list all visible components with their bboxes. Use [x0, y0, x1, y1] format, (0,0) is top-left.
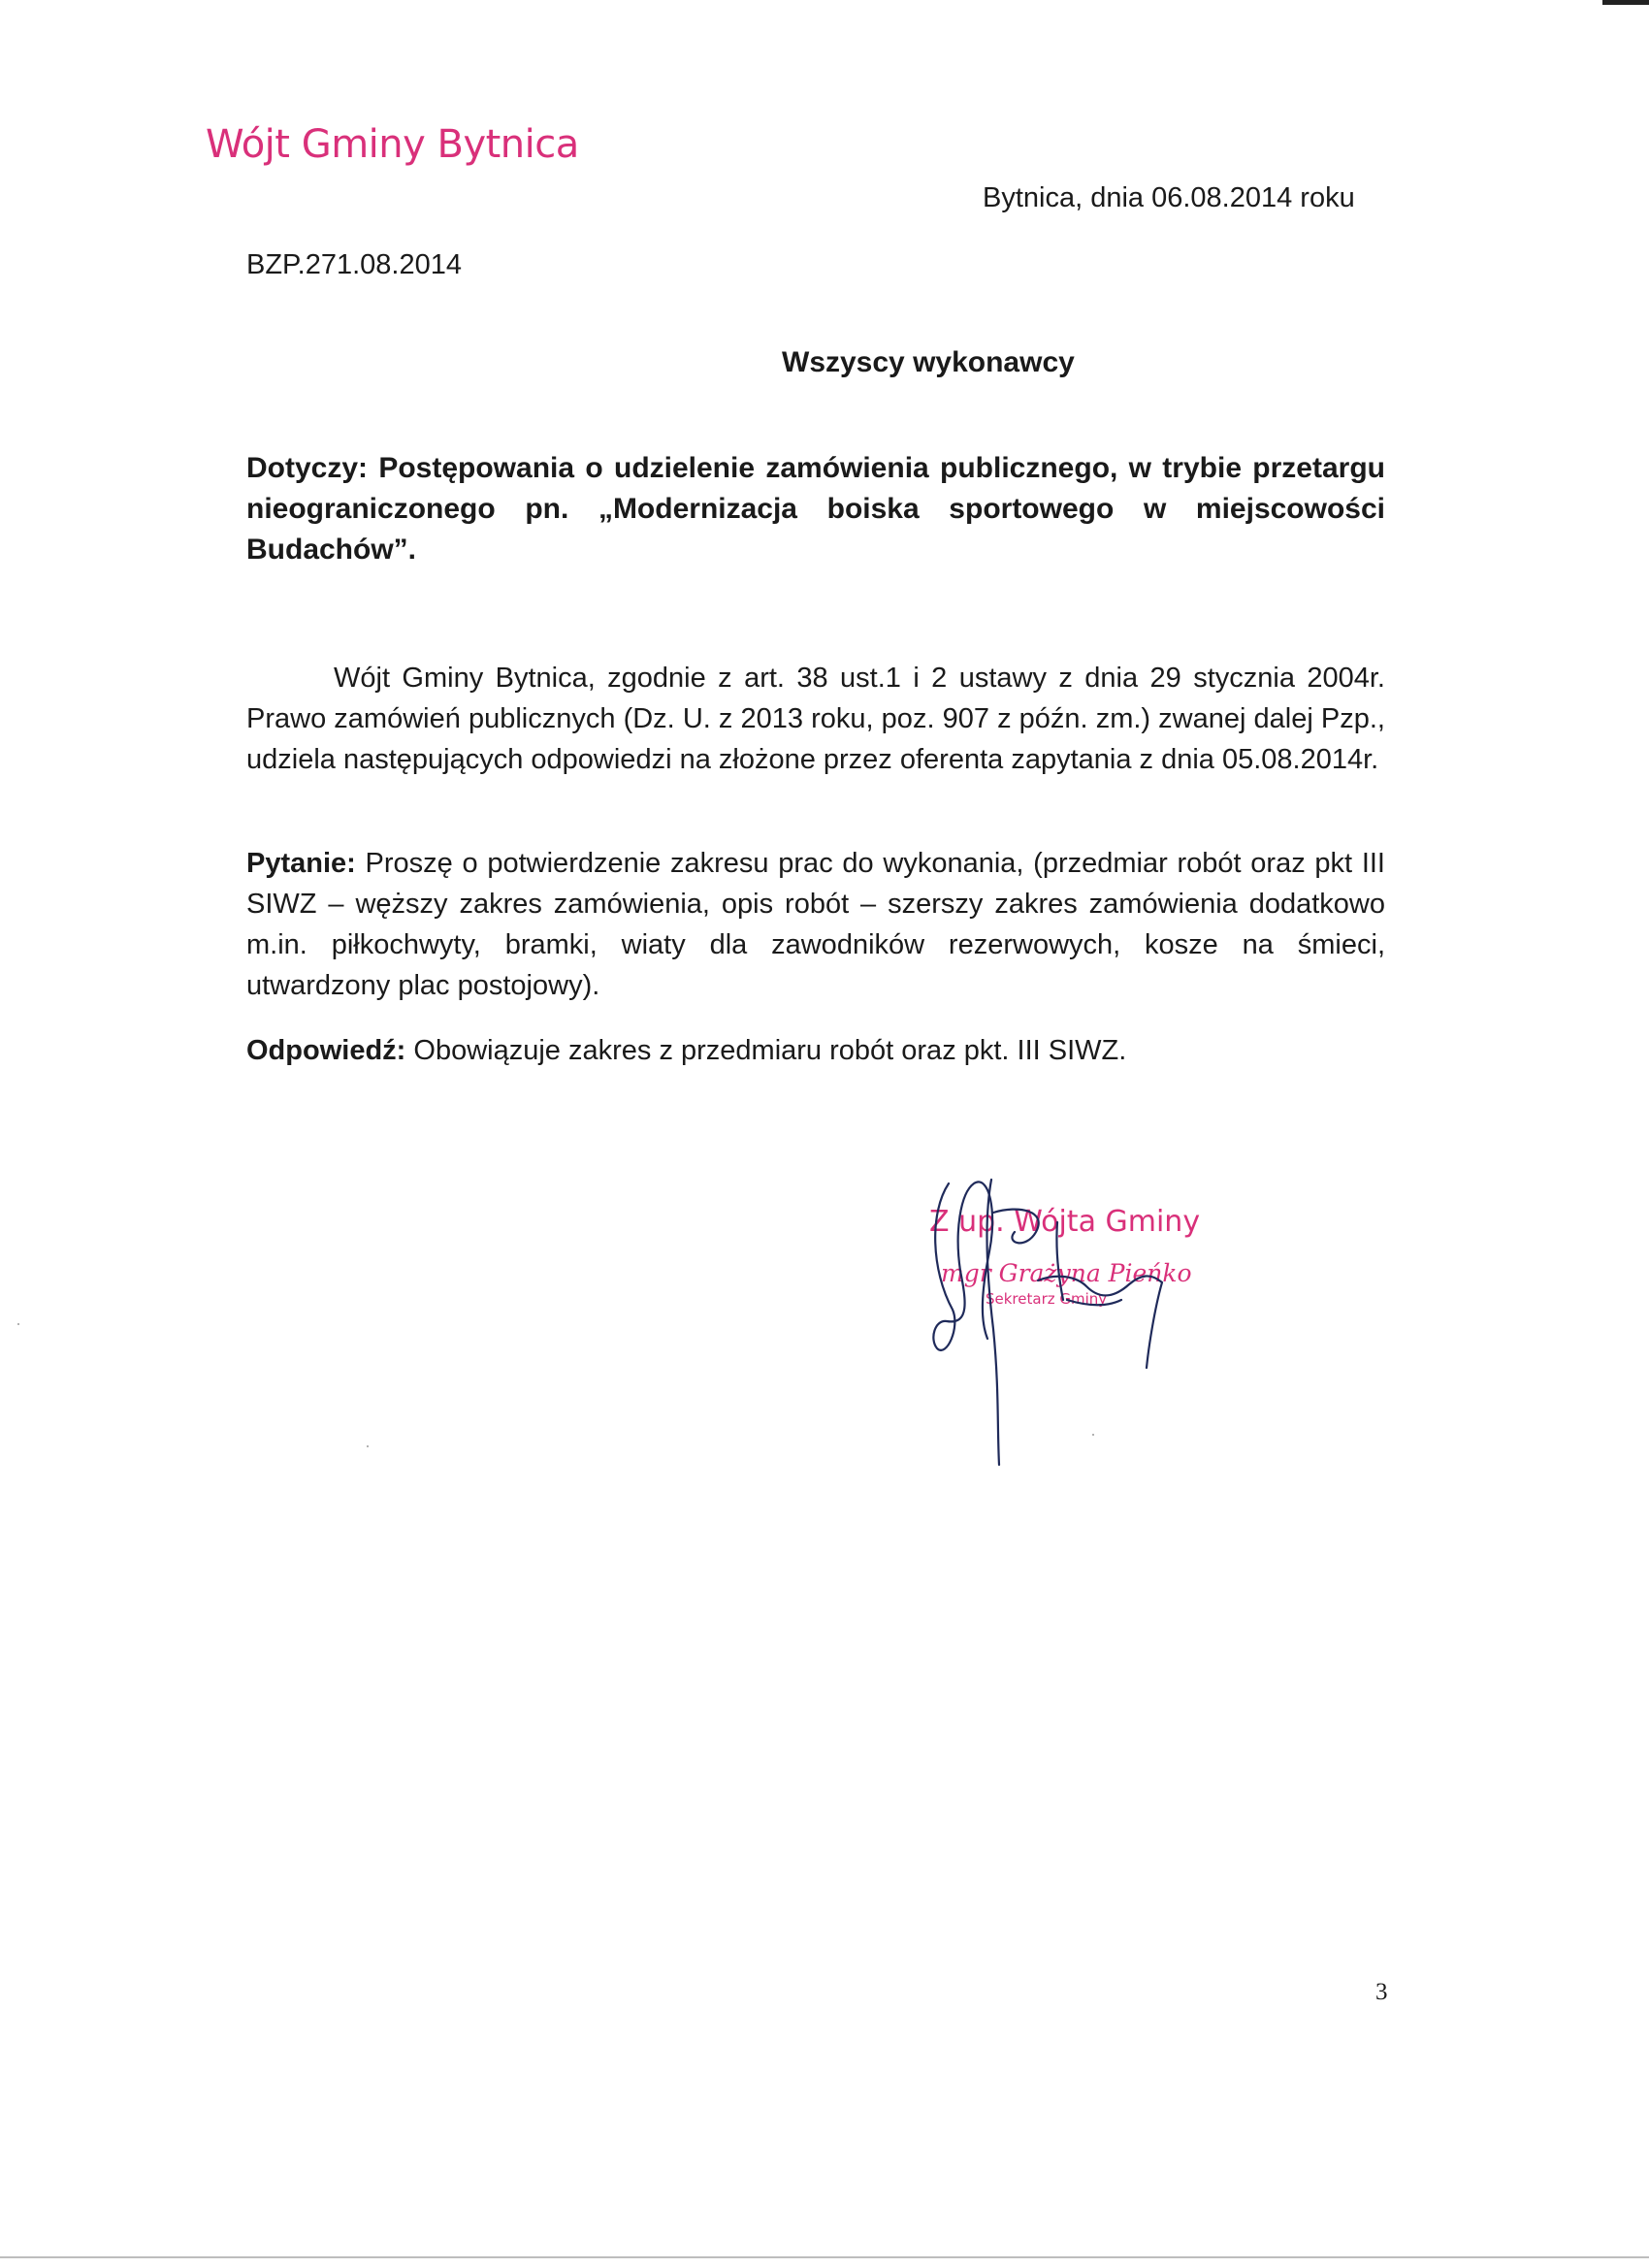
- answer-text: Obowiązuje zakres z przedmiaru robót oraz pkt. III SIWZ.: [413, 1035, 1127, 1066]
- question-label: Pytanie:: [246, 848, 356, 879]
- question-paragraph: [246, 843, 1385, 1006]
- subject-paragraph: Dotyczy: Postępowania o udzielenie zamówienia publicznego, w trybie przetargu nieograniczonego pn. „Modernizacja boiska sportowego w miejscowości Budachów”.: [246, 452, 1385, 566]
- official-stamp: [922, 1154, 1251, 1474]
- stamp-signatory-name: mgr Grażyna Pieńko: [941, 1259, 1192, 1287]
- answer-paragraph: [246, 1030, 1385, 1071]
- page-number: 3: [1375, 1979, 1388, 2005]
- scan-edge-mark: [1602, 0, 1649, 5]
- reference-number: BZP.271.08.2014: [246, 249, 462, 280]
- scan-edge-line: [0, 2256, 1649, 2258]
- body-paragraph: Wójt Gminy Bytnica, zgodnie z art. 38 ust.1 i 2 ustawy z dnia 29 stycznia 2004r. Prawo zamówień publicznych (Dz. U. z 2013 roku, poz. 907 z późn. zm.) zwanej dalej Pzp., udziela następujących odpowiedzi na złożone przez oferenta zapytania z dnia 05.08.2014r.: [246, 663, 1385, 775]
- question-text: Proszę o potwierdzenie zakresu prac do wykonania, (przedmiar robót oraz pkt III SIWZ – węższy zakres zamówienia, opis robót – szerszy zakres zamówienia dodatkowo m.in. piłkochwyty, bramki, wiaty dla zawodników rezerwowych, kosze na śmieci, utwardzony plac postojowy).: [246, 848, 1385, 1001]
- place-and-date: Bytnica, dnia 06.08.2014 roku: [983, 182, 1355, 213]
- letterhead-organization: Wójt Gminy Bytnica: [206, 122, 579, 167]
- handwritten-signature: [922, 1154, 1251, 1474]
- scan-speck: [17, 1323, 19, 1325]
- answer-label: Odpowiedź:: [246, 1035, 406, 1066]
- stamp-signatory-title: Sekretarz Gminy: [986, 1290, 1108, 1308]
- scan-speck: [1092, 1434, 1094, 1436]
- recipient-line: Wszyscy wykonawcy: [782, 346, 1075, 378]
- stamp-authorization: Z up. Wójta Gminy: [929, 1205, 1201, 1239]
- scan-speck: [367, 1445, 369, 1447]
